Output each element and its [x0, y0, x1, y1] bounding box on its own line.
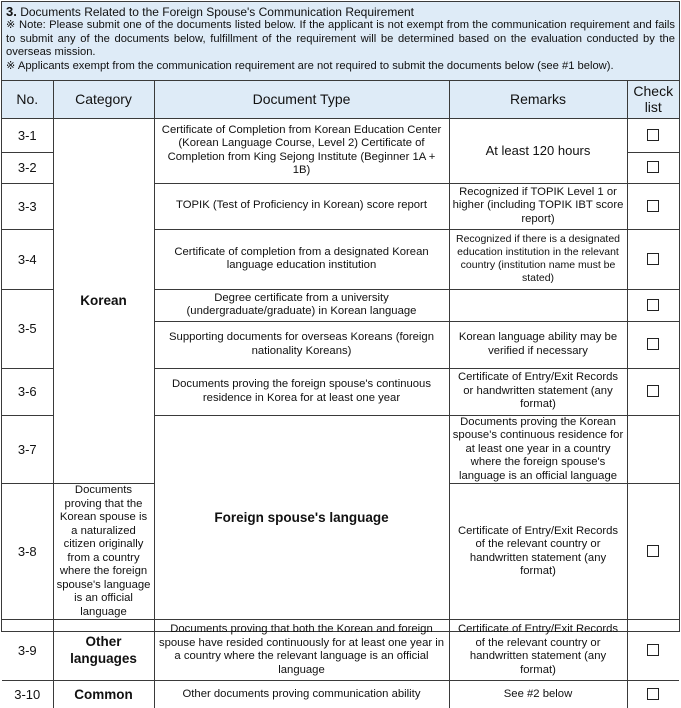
note-2: ※ Applicants exempt from the communication requirement are not required to submit the documents below (see #1 below).	[6, 59, 614, 72]
remarks-empty	[627, 415, 679, 484]
checkbox-cell	[627, 321, 679, 368]
checkbox[interactable]	[647, 253, 659, 265]
remarks-empty	[449, 289, 627, 321]
table-header-row	[2, 81, 679, 118]
document-type: TOPIK (Test of Proficiency in Korean) score report	[154, 183, 449, 229]
document-type: Certificate of completion from a designated Korean language education institution	[154, 229, 449, 289]
row-number: 3-7	[2, 415, 53, 484]
section-header	[2, 2, 679, 81]
checkbox-cell	[627, 620, 679, 681]
checkbox[interactable]	[647, 338, 659, 350]
section-title	[6, 5, 675, 19]
row-number: 3-5	[2, 289, 53, 368]
checkbox[interactable]	[647, 129, 659, 141]
document-type: Supporting documents for overseas Koreans (foreign nationality Koreans)	[154, 321, 449, 368]
checkbox[interactable]	[647, 545, 659, 557]
row-number: 3-2	[2, 152, 53, 183]
documents-table	[2, 81, 679, 708]
document-page	[1, 1, 680, 702]
document-type: Other documents proving communication ability	[154, 681, 449, 708]
remarks: Korean language ability may be verified if necessary	[449, 321, 627, 368]
category-other-languages: Other languages	[53, 620, 154, 681]
checkbox-cell	[627, 118, 679, 152]
col-header-category: Category	[53, 81, 154, 118]
remarks: Recognized if TOPIK Level 1 or higher (including TOPIK IBT score report)	[449, 183, 627, 229]
checkbox[interactable]	[647, 200, 659, 212]
document-type: Degree certificate from a university (undergraduate/graduate) in Korean language	[154, 289, 449, 321]
section-title-text: Documents Related to the Foreign Spouse's Communication Requirement	[20, 5, 415, 19]
checkbox-cell	[627, 289, 679, 321]
category-foreign-spouse-language: Foreign spouse's language	[154, 415, 449, 620]
checkbox[interactable]	[647, 299, 659, 311]
col-header-remarks: Remarks	[449, 81, 627, 118]
checkbox[interactable]	[647, 161, 659, 173]
remarks: Certificate of Entry/Exit Records or handwritten statement (any format)	[449, 368, 627, 415]
document-type: Documents proving the Korean spouse's continuous residence for at least one year in a country where the foreign spouse's language is an official language	[449, 415, 627, 484]
row-number: 3-1	[2, 118, 53, 152]
remarks: See #2 below	[449, 681, 627, 708]
col-header-check-list: Check list	[627, 81, 679, 118]
row-number: 3-10	[2, 681, 53, 708]
document-type: Documents proving that the Korean spouse is a naturalized citizen originally from a country where the foreign spouse's language is an official language	[53, 484, 154, 620]
checkbox-cell	[627, 152, 679, 183]
checkbox[interactable]	[647, 385, 659, 397]
checkbox-cell	[627, 368, 679, 415]
section-number: 3.	[6, 4, 17, 19]
document-type: Certificate of Completion from Korean Education Center (Korean Language Course, Level 2) Certificate of Completion from King Sejong Institute (Beginner 1A + 1B)	[154, 118, 449, 183]
checkbox-cell	[627, 183, 679, 229]
note-1: ※ Note: Please submit one of the documents listed below. If the applicant is not exempt from the communication requirement and fails to submit any of the documents below, fulfillment of the requirement will be determined based on the evaluation conducted by the overseas mission.	[6, 19, 675, 58]
col-header-no: No.	[2, 81, 53, 118]
row-number: 3-3	[2, 183, 53, 229]
table-row	[2, 118, 679, 152]
category-common: Common	[53, 681, 154, 708]
document-type: Documents proving that both the Korean and foreign spouse have resided continuously for at least one year in a country where the relevant language is an official language	[154, 620, 449, 681]
checkbox[interactable]	[647, 688, 659, 700]
row-number: 3-8	[2, 484, 53, 620]
category-korean: Korean	[53, 118, 154, 484]
table-row	[2, 620, 679, 681]
document-type: Documents proving the foreign spouse's continuous residence in Korea for at least one year	[154, 368, 449, 415]
remarks: At least 120 hours	[449, 118, 627, 183]
remarks: Recognized if there is a designated education institution in the relevant country (institution name must be stated)	[449, 229, 627, 289]
row-number: 3-6	[2, 368, 53, 415]
remarks: Certificate of Entry/Exit Records of the relevant country or handwritten statement (any format)	[449, 484, 627, 620]
checkbox-cell	[627, 484, 679, 620]
table-row	[2, 681, 679, 708]
col-header-document-type: Document Type	[154, 81, 449, 118]
remarks: Certificate of Entry/Exit Records of the relevant country or handwritten statement (any format)	[449, 620, 627, 681]
checkbox[interactable]	[647, 644, 659, 656]
checkbox-cell	[627, 229, 679, 289]
row-number: 3-4	[2, 229, 53, 289]
row-number: 3-9	[2, 620, 53, 681]
checkbox-cell	[627, 681, 679, 708]
